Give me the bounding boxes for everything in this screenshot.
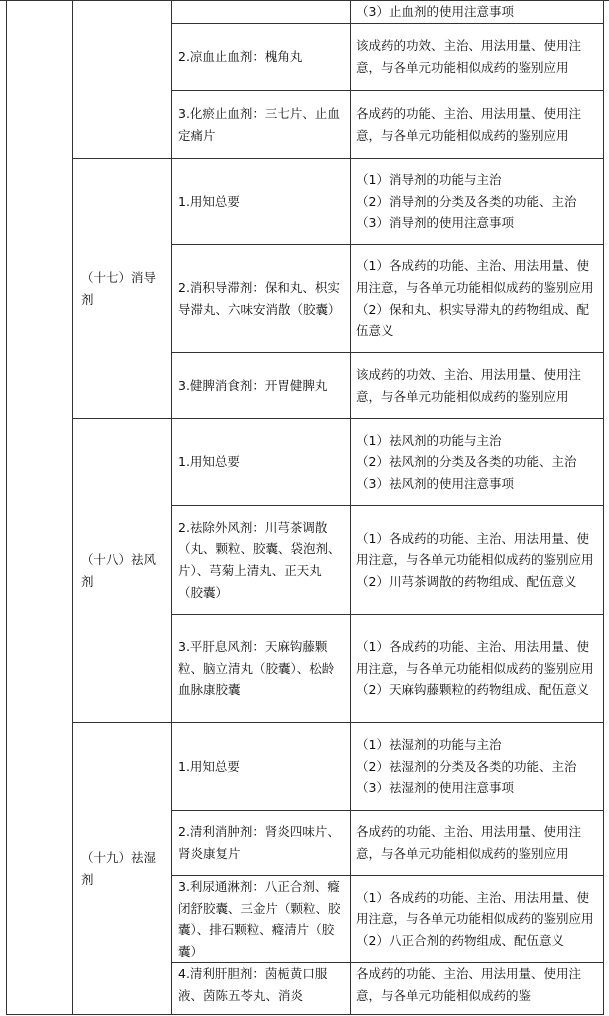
table-row: [7, 419, 604, 506]
topic-cell: 3.平肝息风剂：天麻钩藤颗粒、脑立清丸（胶囊）、松龄血脉康胶囊: [172, 615, 351, 723]
requirement-cell: [351, 723, 604, 811]
requirement-cell: [351, 419, 604, 506]
category-cell: （十八）祛风剂: [73, 419, 172, 723]
topic-cell: 3.健脾消食剂：开胃健脾丸: [172, 353, 351, 419]
table-row: [7, 159, 604, 245]
requirement-cell: [351, 159, 604, 245]
topic-cell: 1.用知总要: [172, 159, 351, 245]
unit-column: [7, 1, 73, 1015]
requirement-line: （2）八正合剂的药物组成、配伍意义: [356, 932, 564, 948]
requirement-line: 各成药的功能、主治、用法用量、使用注意，与各单元功能相似成药的鉴别应用: [356, 105, 582, 143]
requirement-cell: [351, 506, 604, 615]
requirement-line: （1）各成药的功能、主治、用法用量、使用注意，与各单元功能相似成药的鉴别应用: [356, 258, 594, 295]
topic-cell: 2.清利消肿剂：肾炎四味片、肾炎康复片: [172, 811, 351, 876]
topic-cell: 2.凉血止血剂：槐角丸: [172, 24, 351, 91]
requirement-line: （3）祛风剂的使用注意事项: [356, 475, 514, 491]
requirement-line: 该成药的功效、主治、用法用量、使用注意，与各单元功能相似成药的鉴别应用: [356, 38, 582, 75]
requirement-line: （2）祛湿剂的分类及各类的功能、主治: [356, 758, 577, 774]
requirement-line: （2）消导剂的分类及各类的功能、主治: [356, 193, 577, 209]
topic-cell: 3.利尿通淋剂：八正合剂、癃闭舒胶囊、三金片（颗粒、胶囊）、排石颗粒、癃清片（胶囊）: [172, 876, 351, 963]
topic-cell: 1.用知总要: [172, 419, 351, 506]
requirement-cell: [351, 811, 604, 876]
topic-cell: 3.化瘀止血剂：三七片、止血定痛片: [172, 91, 351, 159]
topic-cell: 1.用知总要: [172, 723, 351, 811]
requirement-cell: [351, 245, 604, 353]
requirement-line: （3）消导剂的使用注意事项: [356, 215, 514, 231]
topic-cell: 2.消积导滞剂：保和丸、枳实导滞丸、六味安消散（胶囊）: [172, 245, 351, 353]
requirement-line: （1）祛风剂的功能与主治: [356, 432, 502, 448]
category-cell: [73, 1, 172, 159]
requirement-line: （1）各成药的功能、主治、用法用量、使用注意，与各单元功能相似成药的鉴别应用: [356, 639, 594, 676]
requirement-line: （2）天麻钩藤颗粒的药物组成、配伍意义: [356, 682, 589, 698]
requirement-line: 各成药的功能、主治、用法用量、使用注意，与各单元功能相似成药的鉴: [356, 966, 582, 1003]
category-cell: （十七）消导剂: [73, 159, 172, 419]
table-row: [7, 1, 604, 24]
topic-cell: [172, 1, 351, 24]
requirement-line: （1）消导剂的功能与主治: [356, 172, 502, 188]
requirement-line: 该成药的功效、主治、用法用量、使用注意，与各单元功能相似成药的鉴别应用: [356, 366, 582, 404]
category-cell: （十九）祛湿剂: [73, 723, 172, 1015]
requirement-cell: [351, 963, 604, 1015]
syllabus-table-frame: [6, 0, 603, 1016]
requirement-line: （1）祛湿剂的功能与主治: [356, 737, 502, 753]
requirement-line: （3）祛湿剂的使用注意事项: [356, 780, 514, 796]
requirement-line: （3）止血剂的使用注意事项: [356, 4, 514, 20]
topic-cell: 4.清利肝胆剂：茵栀黄口服液、茵陈五苓丸、消炎: [172, 963, 351, 1015]
requirement-line: （1）各成药的功能、主治、用法用量、使用注意，与各单元功能相似成药的鉴别应用: [356, 889, 594, 927]
requirement-cell: [351, 1, 604, 24]
requirement-line: （1）各成药的功能、主治、用法用量、使用注意，与各单元功能相似成药的鉴别应用: [356, 530, 594, 568]
requirement-cell: [351, 876, 604, 963]
requirement-cell: [351, 615, 604, 723]
requirement-cell: [351, 91, 604, 159]
requirement-line: （2）川芎茶调散的药物组成、配伍意义: [356, 573, 577, 589]
requirement-cell: [351, 353, 604, 419]
requirement-cell: [351, 24, 604, 91]
requirement-line: （2）保和丸、枳实导滞丸的药物组成、配伍意义: [356, 301, 589, 339]
requirement-line: （2）祛风剂的分类及各类的功能、主治: [356, 454, 577, 470]
requirement-line: 各成药的功能、主治、用法用量、使用注意，与各单元功能相似成药的鉴别应用: [356, 824, 582, 861]
table-row: [7, 723, 604, 811]
syllabus-table: [6, 0, 604, 1015]
topic-cell: 2.祛除外风剂：川芎茶调散（丸、颗粒、胶囊、袋泡剂、片）、芎菊上清丸、正天丸（胶囊）: [172, 506, 351, 615]
